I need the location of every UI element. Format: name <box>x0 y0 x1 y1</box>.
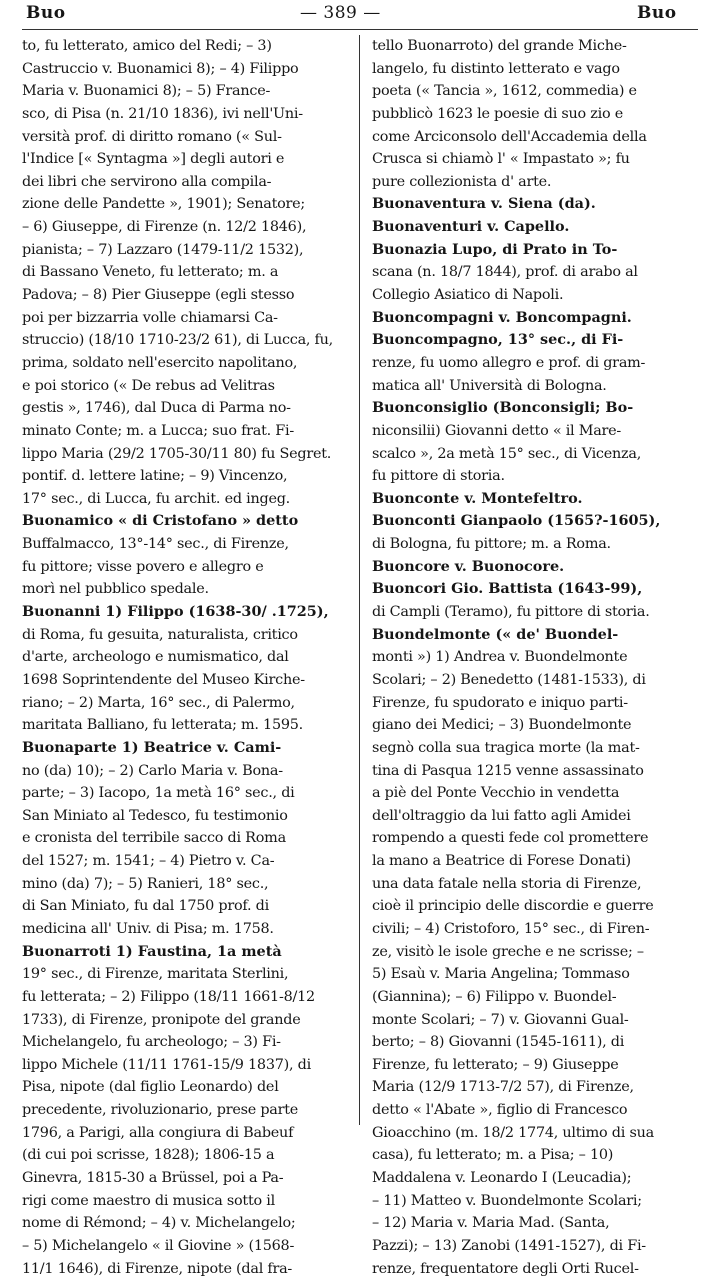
right-column <box>372 35 712 1280</box>
text-line: – 5) Michelangelo « il Giovine » (1568- <box>22 1237 295 1254</box>
text-line: precedente, rivoluzionario, prese parte <box>22 1102 299 1119</box>
text-line: dei libri che servirono alla compila- <box>22 173 272 190</box>
text-line: del 1527; m. 1541; – 4) Pietro v. Ca- <box>22 853 275 870</box>
entry-line: Buonaventura v. Siena (da). <box>372 195 596 213</box>
text-line: – 6) Giuseppe, di Firenze (n. 12/2 1846), <box>22 219 307 236</box>
text-line: Collegio Asiatico di Napoli. <box>372 287 564 304</box>
text-line: to, fu letterato, amico del Redi; – 3) <box>22 38 272 54</box>
text-line: monte Scolari; – 7) v. Giovanni Gual- <box>372 1011 629 1028</box>
text-line: mino (da) 7); – 5) Ranieri, 18° sec., <box>22 875 269 892</box>
text-line: e cronista del terribile sacco di Roma <box>22 830 286 847</box>
header-left-word: Buo <box>26 3 66 23</box>
text-line: renze, frequentatore degli Orti Rucel- <box>372 1260 639 1277</box>
text-line: no (da) 10); – 2) Carlo Maria v. Bona- <box>22 762 283 779</box>
text-line: Maria v. Buonamici 8); – 5) France- <box>22 83 271 100</box>
text-line: scalco », 2a metà 15° sec., di Vicenza, <box>372 445 642 462</box>
text-line: 17° sec., di Lucca, fu archit. ed ingeg. <box>22 490 291 507</box>
entry-line: Buoncori Gio. Battista (1643-99), <box>372 580 643 598</box>
text-line: – 11) Matteo v. Buondelmonte Scolari; <box>372 1192 642 1209</box>
header-right-word: Buo <box>637 3 677 23</box>
entry-line: Buoncompagni v. Boncompagni. <box>372 308 632 326</box>
text-line: langelo, fu distinto letterato e vago <box>372 60 620 77</box>
text-line: come Arciconsolo dell'Accademia della <box>372 128 647 145</box>
text-line: e poi storico (« De rebus ad Velitras <box>22 377 275 394</box>
left-column <box>22 35 362 1280</box>
text-line: – 12) Maria v. Maria Mad. (Santa, <box>372 1215 610 1232</box>
text-line: fu pittore; visse povero e allegro e <box>22 558 264 575</box>
text-line: 1796, a Parigi, alla congiura di Babeuf <box>22 1124 294 1141</box>
text-line: Ginevra, 1815-30 a Brüssel, poi a Pa- <box>22 1170 284 1187</box>
entry-line: Buonconte v. Montefeltro. <box>372 489 583 507</box>
text-line: renze, fu uomo allegro e prof. di gram- <box>372 354 646 371</box>
text-line: struccio) (18/10 1710-23/2 61), di Lucca, fu, <box>22 332 333 349</box>
text-line: la mano a Beatrice di Forese Donati) <box>372 853 631 870</box>
text-line: tello Buonarroto) del grande Miche- <box>372 38 627 54</box>
text-line: (Giannina); – 6) Filippo v. Buondel- <box>372 988 617 1005</box>
text-line: segnò colla sua tragica morte (la mat- <box>372 739 640 756</box>
text-line: riano; – 2) Marta, 16° sec., di Palermo, <box>22 694 295 711</box>
text-line: Firenze, fu letterato; – 9) Giuseppe <box>372 1056 619 1073</box>
entry-line: Buonconsiglio (Bonconsigli; Bo- <box>372 399 634 417</box>
text-line: Michelangelo, fu archeologo; – 3) Fi- <box>22 1034 281 1051</box>
page-number: — 389 — <box>300 3 381 23</box>
text-line: l'Indice [« Syntagma »] degli autori e <box>22 151 285 168</box>
text-line: maritata Balliano, fu letterata; m. 1595. <box>22 717 303 734</box>
text-line: Pazzi); – 13) Zanobi (1491-1527), di Fi- <box>372 1237 646 1254</box>
text-line: gestis », 1746), dal Duca di Parma no- <box>22 400 291 417</box>
text-line: rompendo a questi fede col promettere <box>372 830 649 847</box>
text-line: poi per bizzarria volle chiamarsi Ca- <box>22 309 278 326</box>
text-line: Buffalmacco, 13°-14° sec., di Firenze, <box>22 536 289 553</box>
text-line: sco, di Pisa (n. 21/10 1836), ivi nell'Uni- <box>22 105 303 122</box>
text-line: Maddalena v. Leonardo I (Leucadia); <box>372 1170 632 1187</box>
running-header <box>0 0 718 28</box>
text-line: poeta (« Tancia », 1612, commedia) e <box>372 83 637 100</box>
text-line: Scolari; – 2) Benedetto (1481-1533), di <box>372 671 646 688</box>
text-line: lippo Maria (29/2 1705-30/11 80) fu Segret. <box>22 445 332 462</box>
text-line: (di cui poi scrisse, 1828); 1806-15 a <box>22 1147 275 1164</box>
text-line: ze, visitò le isole greche e ne scrisse; – <box>372 943 644 960</box>
entry-line: Buondelmonte (« de' Buondel- <box>372 625 619 643</box>
text-line: Firenze, fu spudorato e iniquo parti- <box>372 694 628 711</box>
entry-line: Buonanni 1) Filippo (1638-30/ .1725), <box>22 603 329 621</box>
text-line: civili; – 4) Cristoforo, 15° sec., di Firen- <box>372 920 650 937</box>
text-line: pure collezionista d' arte. <box>372 173 552 190</box>
header-rule <box>22 29 698 30</box>
text-line: dell'oltraggio da lui fatto agli Amidei <box>372 807 631 824</box>
text-line: Crusca si chiamò l' « Impastato »; fu <box>372 151 630 168</box>
text-line: di Roma, fu gesuita, naturalista, critico <box>22 626 298 643</box>
text-line: prima, soldato nell'esercito napolitano, <box>22 354 298 371</box>
text-line: lippo Michele (11/11 1761-15/9 1837), di <box>22 1056 311 1073</box>
text-line: San Miniato al Tedesco, fu testimonio <box>22 807 288 824</box>
text-line: zione delle Pandette », 1901); Senatore; <box>22 196 306 213</box>
text-line: Gioacchino (m. 18/2 1774, ultimo di sua <box>372 1124 654 1141</box>
text-line: nome di Rémond; – 4) v. Michelangelo; <box>22 1215 296 1232</box>
text-line: di Campli (Teramo), fu pittore di storia. <box>372 604 650 621</box>
text-line: niconsilii) Giovanni detto « il Mare- <box>372 422 622 439</box>
text-line: di Bassano Veneto, fu letterato; m. a <box>22 264 279 281</box>
text-line: berto; – 8) Giovanni (1545-1611), di <box>372 1034 625 1051</box>
text-line: di San Miniato, fu dal 1750 prof. di <box>22 898 269 915</box>
text-line: detto « l'Abate », figlio di Francesco <box>372 1102 628 1119</box>
entry-line: Buoncompagno, 13° sec., di Fi- <box>372 331 624 349</box>
text-line: pontif. d. lettere latine; – 9) Vincenzo, <box>22 468 288 485</box>
text-line: fu letterata; – 2) Filippo (18/11 1661-8/12 <box>22 988 315 1005</box>
text-line: di Bologna, fu pittore; m. a Roma. <box>372 536 611 553</box>
text-line: casa), fu letterato; m. a Pisa; – 10) <box>372 1147 614 1164</box>
text-line: 19° sec., di Firenze, maritata Sterlini, <box>22 966 289 983</box>
text-line: fu pittore di storia. <box>372 468 505 485</box>
text-line: scana (n. 18/7 1844), prof. di arabo al <box>372 264 638 281</box>
entry-line: Buonarroti 1) Faustina, 1a metà <box>22 942 282 960</box>
text-line: tina di Pasqua 1215 venne assassinato <box>372 762 644 779</box>
text-line: Padova; – 8) Pier Giuseppe (egli stesso <box>22 287 295 304</box>
text-line: d'arte, archeologo e numismatico, dal <box>22 649 289 666</box>
entry-line: Buonaventuri v. Capello. <box>372 218 570 236</box>
text-line: pianista; – 7) Lazzaro (1479-11/2 1532), <box>22 241 304 258</box>
entry-line: Buonamico « di Cristofano » detto <box>22 512 299 530</box>
entry-line: Buonconti Gianpaolo (1565?-1605), <box>372 512 661 530</box>
entry-line: Buonazia Lupo, di Prato in To- <box>372 240 618 258</box>
text-line: una data fatale nella storia di Firenze, <box>372 875 642 892</box>
text-line: medicina all' Univ. di Pisa; m. 1758. <box>22 920 274 937</box>
text-line: monti ») 1) Andrea v. Buondelmonte <box>372 649 628 666</box>
text-line: minato Conte; m. a Lucca; suo frat. Fi- <box>22 422 294 439</box>
entry-line: Buoncore v. Buonocore. <box>372 557 565 575</box>
text-line: cioè il principio delle discordie e guerre <box>372 898 654 915</box>
text-line: parte; – 3) Iacopo, 1a metà 16° sec., di <box>22 785 295 802</box>
text-line: rigi come maestro di musica sotto il <box>22 1192 275 1209</box>
text-line: a piè del Ponte Vecchio in vendetta <box>372 785 620 802</box>
text-line: 1733), di Firenze, pronipote del grande <box>22 1011 301 1028</box>
text-line: giano dei Medici; – 3) Buondelmonte <box>372 717 632 734</box>
text-line: versità prof. di diritto romano (« Sul- <box>22 128 282 145</box>
text-line: Maria (12/9 1713-7/2 57), di Firenze, <box>372 1079 634 1096</box>
text-line: 1698 Soprintendente del Museo Kirche- <box>22 671 305 688</box>
text-line: matica all' Università di Bologna. <box>372 377 607 394</box>
text-line: 5) Esaù v. Maria Angelina; Tommaso <box>372 966 630 983</box>
text-line: Pisa, nipote (dal figlio Leonardo) del <box>22 1079 279 1096</box>
text-line: Castruccio v. Buonamici 8); – 4) Filippo <box>22 60 299 77</box>
text-line: pubblicò 1623 le poesie di suo zio e <box>372 105 623 122</box>
entry-line: Buonaparte 1) Beatrice v. Cami- <box>22 738 282 756</box>
text-line: morì nel pubblico spedale. <box>22 581 209 598</box>
text-line: 11/1 1646), di Firenze, nipote (dal fra- <box>22 1260 293 1277</box>
